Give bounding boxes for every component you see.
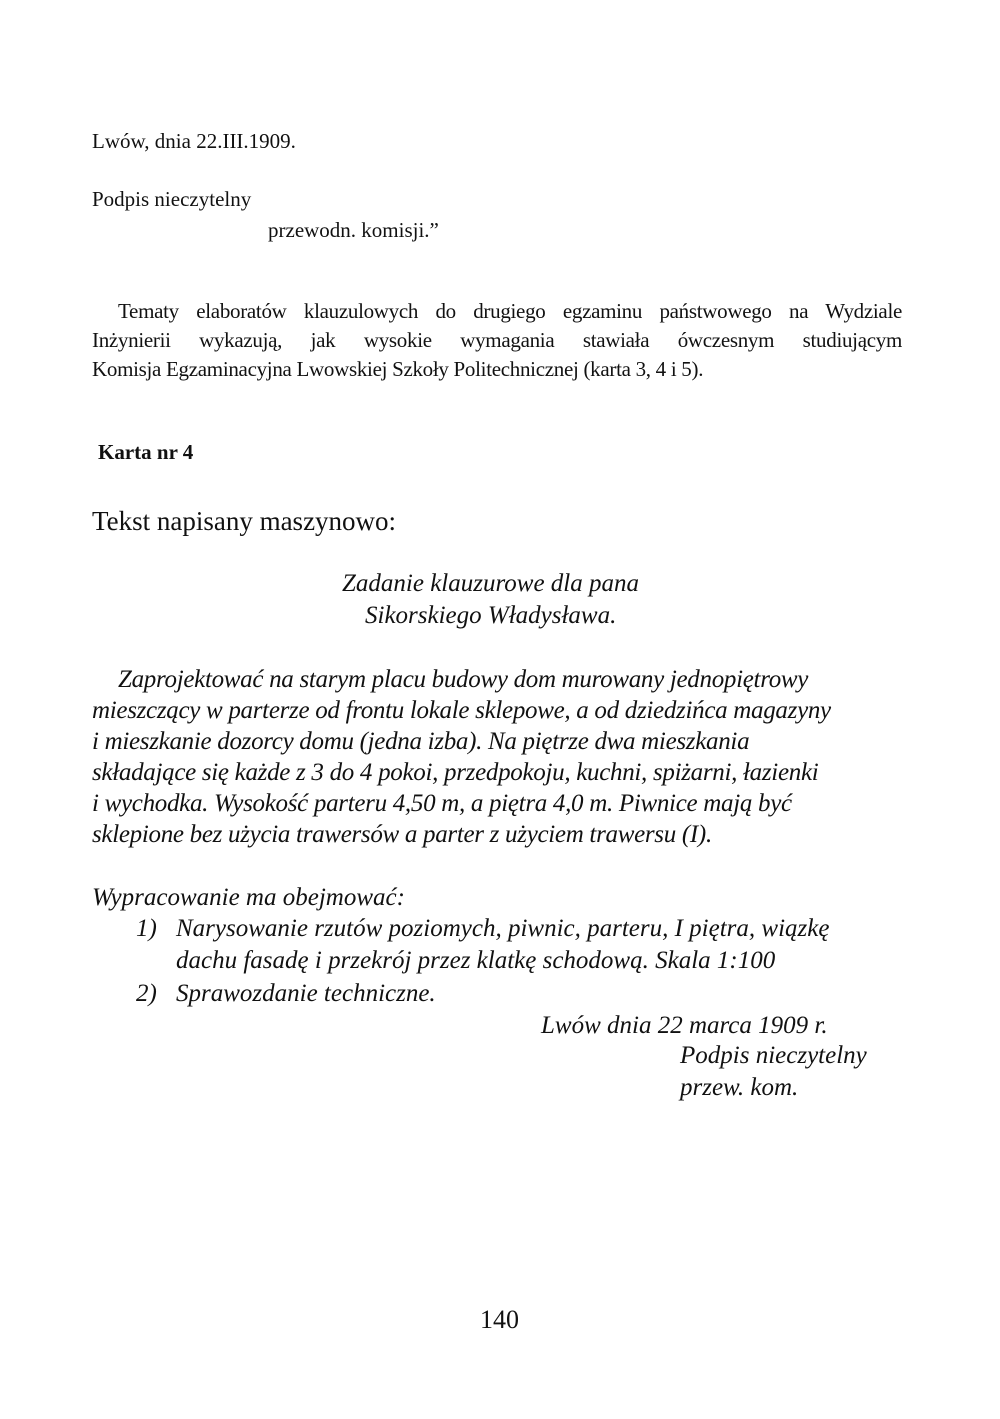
- list-item-text: Narysowanie rzutów poziomych, piwnic, parteru, I piętra, wiązkę: [176, 915, 830, 942]
- task-closing-signature: Podpis nieczytelny: [680, 1042, 867, 1069]
- task-body: [92, 664, 902, 850]
- task-body-line: i wychodka. Wysokość parteru 4,50 m, a piętra 4,0 m. Piwnice mają być: [92, 790, 792, 817]
- work-scope-heading: Wypracowanie ma obejmować:: [92, 884, 405, 911]
- intro-line: Tematy elaboratów klauzulowych do drugiego egzaminu państwowego na Wydziale: [118, 299, 902, 323]
- letter-date: Lwów, dnia 22.III.1909.: [92, 129, 296, 153]
- task-title-line2: Sikorskiego Władysława.: [365, 602, 617, 629]
- task-closing-date: Lwów dnia 22 marca 1909 r.: [541, 1012, 828, 1039]
- list-item-text: Sprawozdanie techniczne.: [176, 980, 436, 1007]
- letter-signer-role: przewodn. komisji.”: [268, 218, 439, 242]
- task-body-line: mieszczący w parterze od frontu lokale sklepowe, a od dziedzińca magazyny: [92, 697, 831, 724]
- task-body-line: sklepione bez użycia trawersów a parter z użyciem trawersu (I).: [92, 821, 712, 848]
- typed-text-label: Tekst napisany maszynowo:: [92, 506, 397, 536]
- card-title: Karta nr 4: [98, 440, 194, 464]
- task-closing-role: przew. kom.: [680, 1074, 799, 1101]
- page-number: 140: [480, 1305, 519, 1334]
- task-body-line: składające się każde z 3 do 4 pokoi, przedpokoju, kuchni, spiżarni, łazienki: [92, 759, 819, 786]
- list-item-number: 2): [136, 980, 157, 1007]
- letter-signature: Podpis nieczytelny: [92, 187, 252, 211]
- task-title-line1: Zadanie klauzurowe dla pana: [342, 570, 639, 597]
- task-body-line: i mieszkanie dozorcy domu (jedna izba). Na piętrze dwa mieszkania: [92, 728, 750, 755]
- intro-line: Inżynierii wykazują, jak wysokie wymagania stawiała ówczesnym studiującym: [92, 328, 902, 352]
- task-body-line: Zaprojektować na starym placu budowy dom murowany jednopiętrowy: [118, 666, 809, 693]
- list-item-text: dachu fasadę i przekrój przez klatkę schodową. Skala 1:100: [176, 947, 776, 974]
- intro-line: Komisja Egzaminacyjna Lwowskiej Szkoły Politechnicznej (karta 3, 4 i 5).: [92, 357, 704, 381]
- list-item-number: 1): [136, 915, 157, 942]
- intro-paragraph: [92, 297, 902, 384]
